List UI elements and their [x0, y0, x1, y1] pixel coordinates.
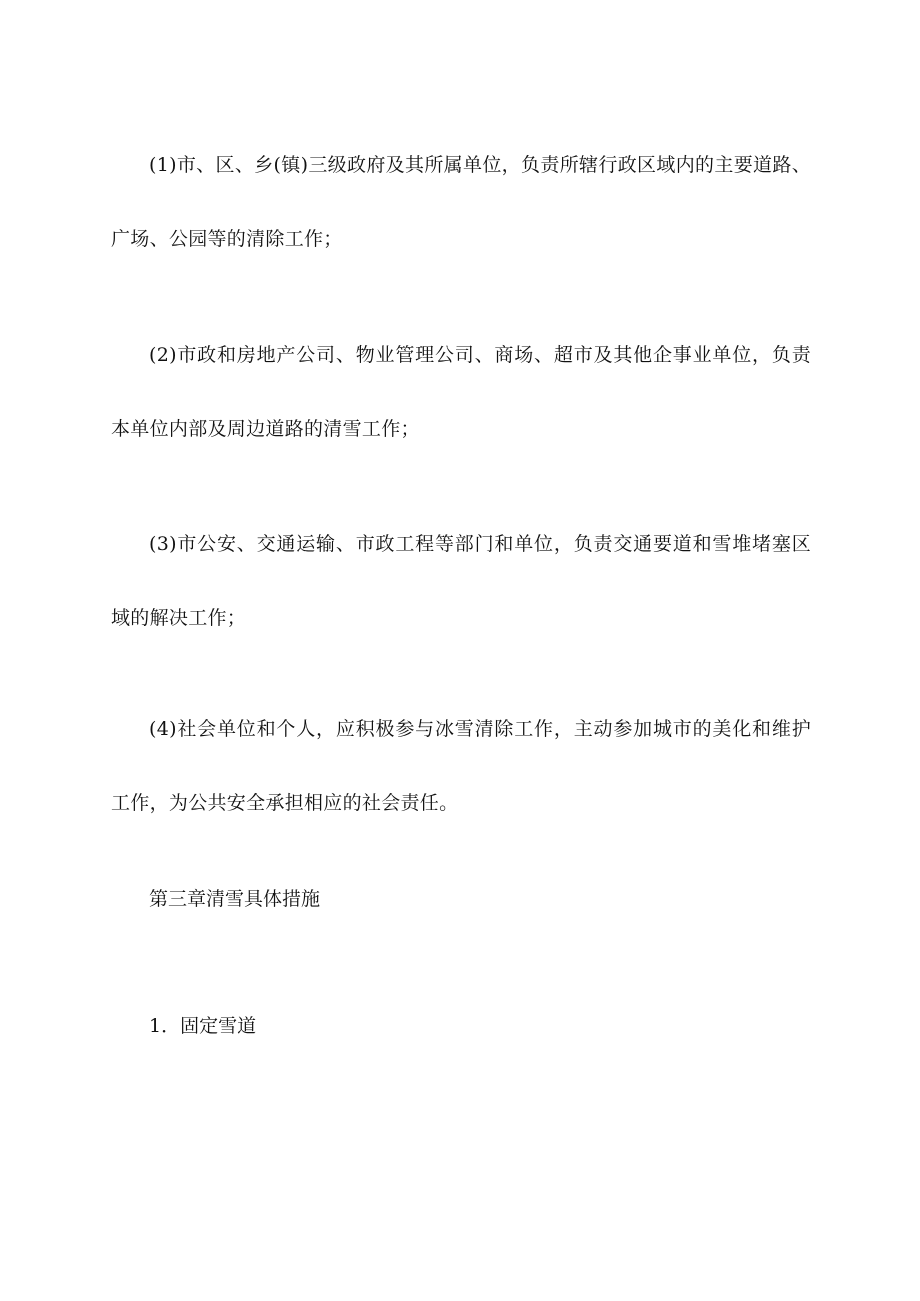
paragraph-1: (1)市、区、乡(镇)三级政府及其所属单位，负责所辖行政区域内的主要道路、广场、公园等的清除工作；: [111, 154, 811, 250]
paragraph-4: (4)社会单位和个人，应积极参与冰雪清除工作，主动参加城市的美化和维护工作，为公共安全承担相应的社会责任。: [111, 718, 811, 814]
paragraph-2: (2)市政和房地产公司、物业管理公司、商场、超市及其他企事业单位，负责本单位内部及周边道路的清雪工作；: [111, 344, 811, 440]
section-heading: 1．固定雪道: [149, 1015, 257, 1037]
paragraph-3: (3)市公安、交通运输、市政工程等部门和单位，负责交通要道和雪堆堵塞区域的解决工作；: [111, 533, 811, 629]
chapter-heading: 第三章清雪具体措施: [149, 888, 321, 910]
